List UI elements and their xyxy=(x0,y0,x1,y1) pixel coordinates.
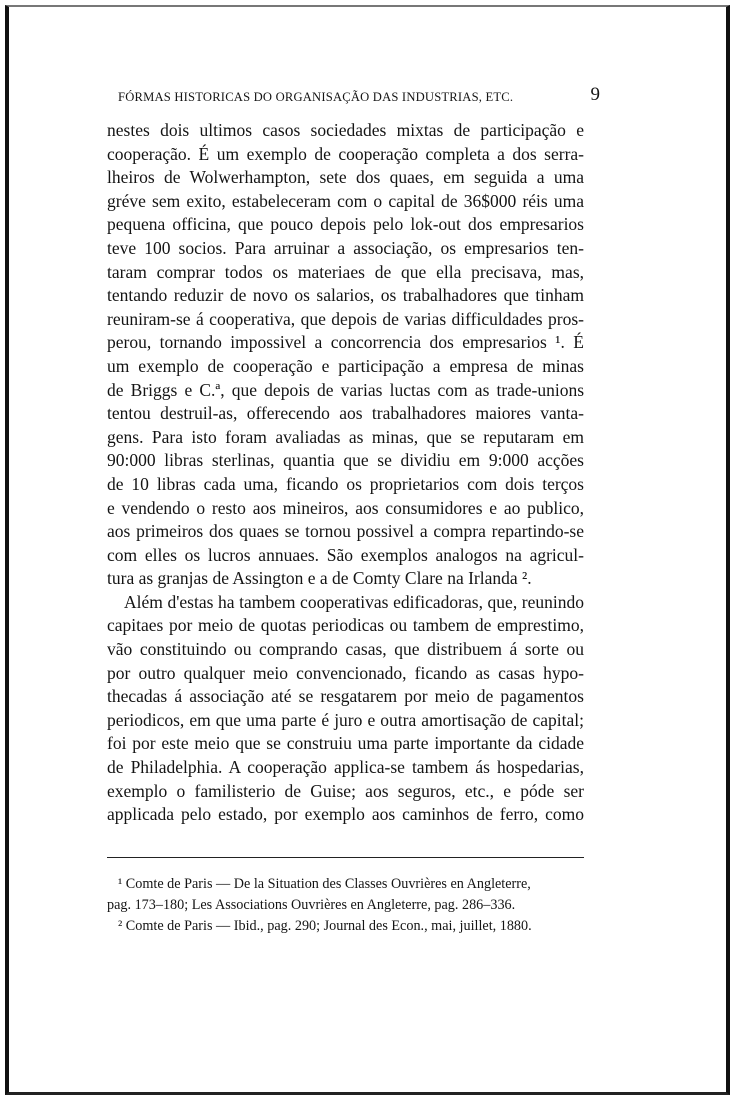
footnote-2: ² Comte de Paris — Ibid., pag. 290; Journal des Econ., mai, juillet, 1880. xyxy=(118,918,532,934)
footnote-1: ¹ Comte de Paris — De la Situation des Classes Ouvrières en Angleterre, xyxy=(118,876,531,892)
text-line: vão constituindo ou comprando casas, que distribuem á sorte ou xyxy=(107,639,584,660)
page-header xyxy=(118,86,600,112)
text-line: nestes dois ultimos casos sociedades mixtas de participação e xyxy=(107,120,584,140)
text-line: exemplo o familisterio de Guise; aos seguros, etc., e póde ser xyxy=(107,780,584,801)
running-title: FÓRMAS HISTORICAS DO ORGANISAÇÃO DAS INDUSTRIAS, ETC. xyxy=(118,90,514,104)
text-line: tentando reduzir de novo os salarios, os trabalhadores que tinham xyxy=(107,285,584,306)
text-line: 90:000 libras sterlinas, quantia que se dividiu em 9:000 acções xyxy=(107,450,584,471)
text-line: Além d'estas ha tambem cooperativas edificadoras, que, reunindo xyxy=(124,591,584,612)
text-line: com elles os lucros annuaes. São exemplos analogos na agricul- xyxy=(107,544,584,565)
text-line: gens. Para isto foram avaliadas as minas, que se reputaram em xyxy=(107,426,584,447)
footnote-rule xyxy=(107,857,584,858)
text-line: pequena officina, que pouco depois pelo lok-out dos empresarios xyxy=(107,214,584,235)
footnote-1-continuation: pag. 173–180; Les Associations Ouvrières en Angleterre, pag. 286–336. xyxy=(107,897,516,913)
body-text xyxy=(107,119,584,827)
text-line: capitaes por meio de quotas periodicas ou tambem de emprestimo, xyxy=(107,615,584,636)
text-line: taram comprar todos os materiaes de que ella precisava, mas, xyxy=(107,261,584,282)
text-line: por outro qualquer meio convencionado, ficando as casas hypo- xyxy=(107,662,584,683)
text-line: periodicos, em que uma parte é juro e outra amortisação de capital; xyxy=(107,709,584,730)
text-line: de Philadelphia. A cooperação applica-se tambem ás hospedarias, xyxy=(107,757,584,778)
text-line: perou, tornando impossivel a concorrencia dos empresarios ¹. É xyxy=(107,332,584,353)
text-line: lheiros de Wolwerhampton, sete dos quaes, em seguida a uma xyxy=(107,167,584,188)
text-line: gréve sem exito, estabeleceram com o capital de 36$000 réis uma xyxy=(107,190,584,211)
text-line: reuniram-se á cooperativa, que depois de varias difficuldades pros- xyxy=(107,308,584,329)
text-line: teve 100 socios. Para arruinar a associação, os empresarios ten- xyxy=(107,237,584,258)
text-line: foi por este meio que se construiu uma parte importante da cidade xyxy=(107,733,584,754)
page-number: 9 xyxy=(590,84,600,105)
text-line: cooperação. É um exemplo de cooperação completa a dos serra- xyxy=(107,143,584,164)
footnotes xyxy=(107,874,584,937)
text-line: de 10 libras cada uma, ficando os proprietarios com dois terços xyxy=(107,473,584,494)
text-line: applicada pelo estado, por exemplo aos caminhos de ferro, como xyxy=(107,804,584,825)
text-line: tentou destruil-as, offerecendo aos trabalhadores maiores vanta- xyxy=(107,403,584,424)
text-line: thecadas á associação até se resgatarem por meio de pagamentos xyxy=(107,686,584,707)
text-line: de Briggs e C.ª, que depois de varias luctas com as trade-unions xyxy=(107,379,584,400)
text-line: tura as granjas de Assington e a de Comty Clare na Irlanda ². xyxy=(107,568,532,589)
text-line: e vendendo o resto aos mineiros, aos consumidores e ao publico, xyxy=(107,497,584,518)
text-line: um exemplo de cooperação e participação a empresa de minas xyxy=(107,355,584,376)
text-line: aos primeiros dos quaes se tornou possivel a compra repartindo-se xyxy=(107,521,584,542)
